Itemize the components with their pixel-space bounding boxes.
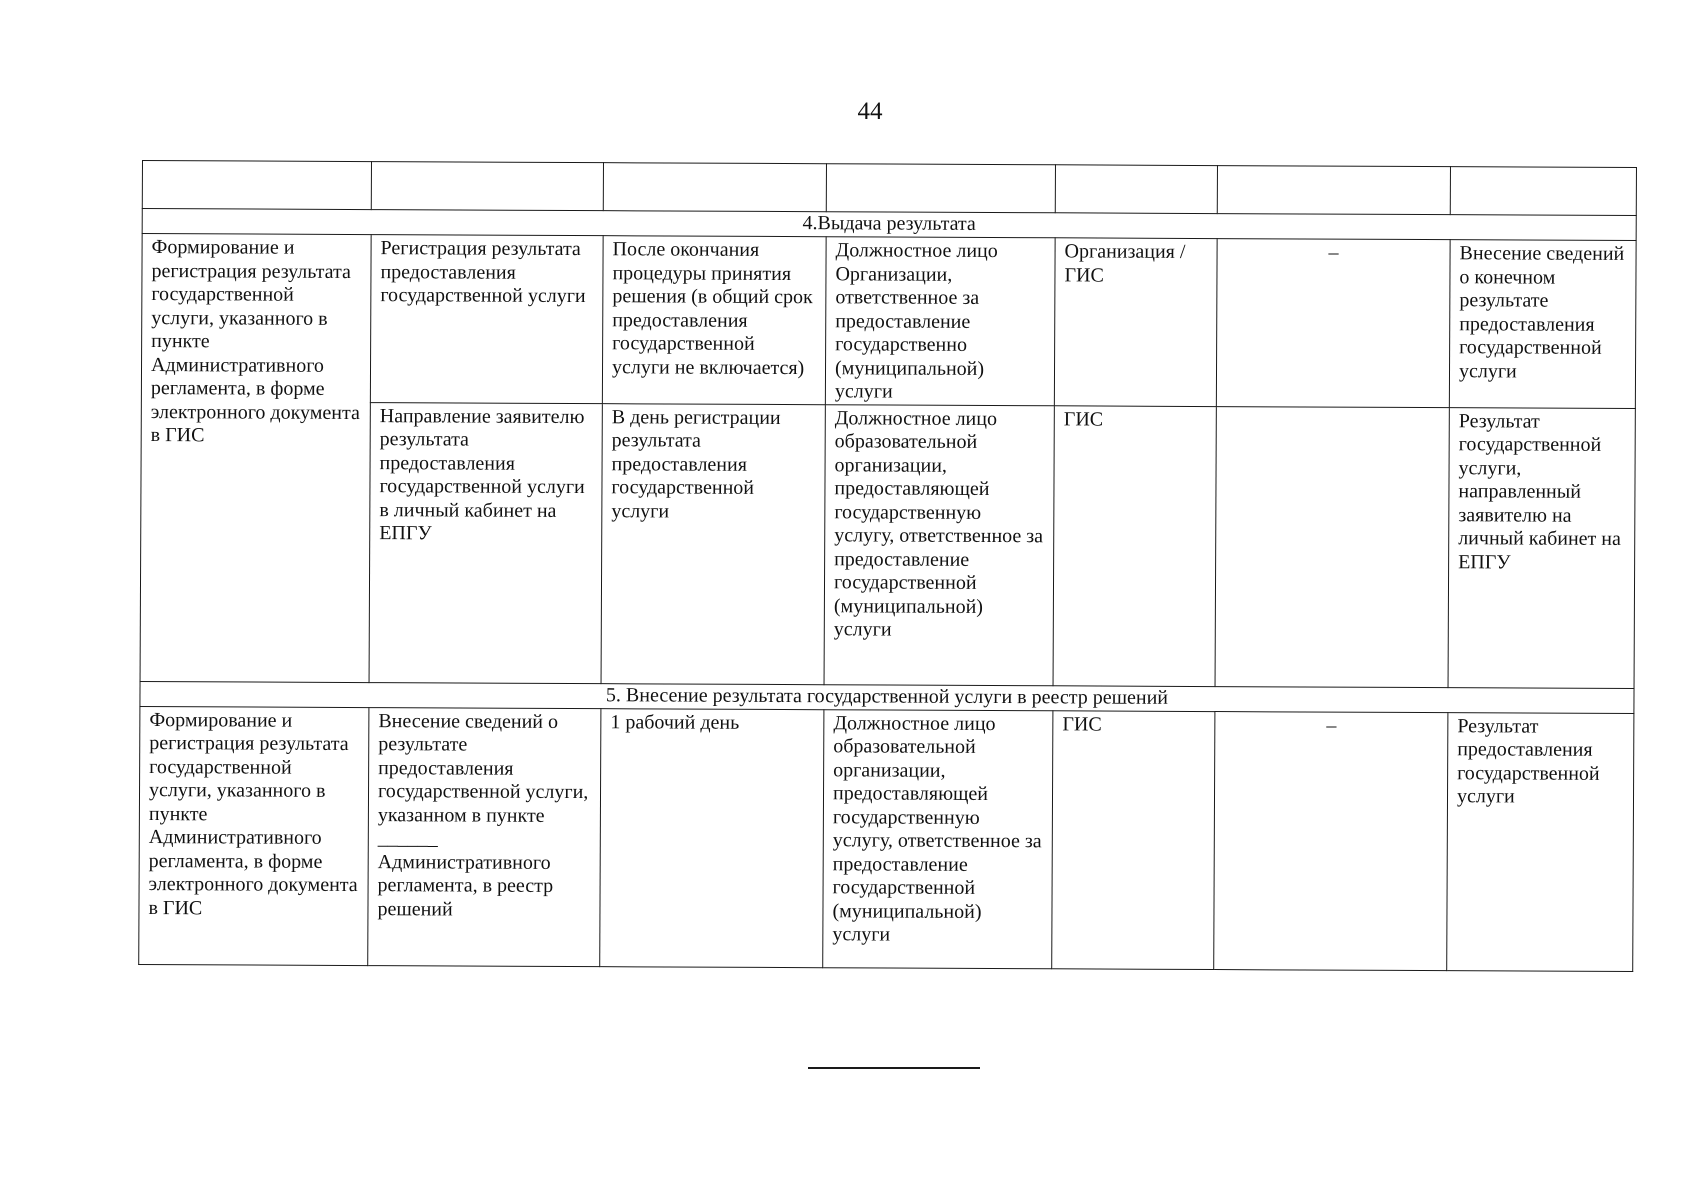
header-continuation-row <box>142 161 1636 216</box>
term-cell: После окончания процедуры принятия решения (в общий срок предоставления государственной услуги не включается) <box>602 236 826 405</box>
procedure-basis-cell: Формирование и регистрация результата государственной услуги, указанного в пункте Административного регламента, в форме электронного документа в ГИС <box>140 234 371 683</box>
action-cell: Внесение сведений о результате предоставления государственной услуги, указанном в пункте ______ Административного регламента, в реестр решений <box>368 707 601 966</box>
empty-header-cell <box>142 161 371 210</box>
result-cell: Результат государственной услуги, направленный заявителю на личный кабинет на ЕПГУ <box>1448 407 1635 688</box>
term-cell: 1 рабочий день <box>600 708 824 967</box>
result-cell: Внесение сведений о конечном результате предоставления государственной услуги <box>1449 240 1636 408</box>
empty-header-cell <box>371 162 603 211</box>
end-of-document-rule <box>808 1067 980 1069</box>
empty-header-cell <box>1217 166 1450 215</box>
empty-header-cell <box>1055 165 1217 214</box>
section-title: 4.Выдача результата <box>142 209 1636 241</box>
empty-header-cell <box>603 163 826 212</box>
page-number: 44 <box>857 98 883 125</box>
system-cell: ГИС <box>1053 405 1216 686</box>
table-row <box>141 234 1636 409</box>
criteria-cell <box>1215 406 1449 687</box>
procedures-table <box>138 160 1637 972</box>
action-cell: Регистрация результата предоставления государственной услуги <box>370 235 603 404</box>
criteria-cell: – <box>1216 239 1450 408</box>
result-cell: Результат предоставления государственной услуги <box>1447 712 1634 971</box>
section-title: 5. Внесение результата государственной услуги в реестр решений <box>140 681 1634 713</box>
system-cell: Организация / ГИС <box>1054 238 1217 406</box>
criteria-cell: – <box>1214 711 1448 970</box>
term-cell: В день регистрации результата предоставления государственной услуги <box>601 403 825 684</box>
action-cell: Направление заявителю результата предоставления государственной услуги в личный кабинет на ЕПГУ <box>369 402 602 683</box>
empty-header-cell <box>826 164 1055 213</box>
responsible-cell: Должностное лицо образовательной организации, предоставляющей государственную услугу, ответственное за предоставление государственной (муниципальной) услуги <box>824 404 1054 685</box>
responsible-cell: Должностное лицо Организации, ответственное за предоставление государственно (муниципальной) услуги <box>825 237 1055 406</box>
responsible-cell: Должностное лицо образовательной организации, предоставляющей государственную услугу, ответственное за предоставление государственной (муниципальной) услуги <box>823 709 1053 968</box>
empty-header-cell <box>1450 167 1636 216</box>
system-cell: ГИС <box>1052 710 1215 969</box>
table-row <box>139 706 1634 971</box>
procedure-basis-cell: Формирование и регистрация результата государственной услуги, указанного в пункте Административного регламента, в форме электронного документа в ГИС <box>139 706 369 965</box>
